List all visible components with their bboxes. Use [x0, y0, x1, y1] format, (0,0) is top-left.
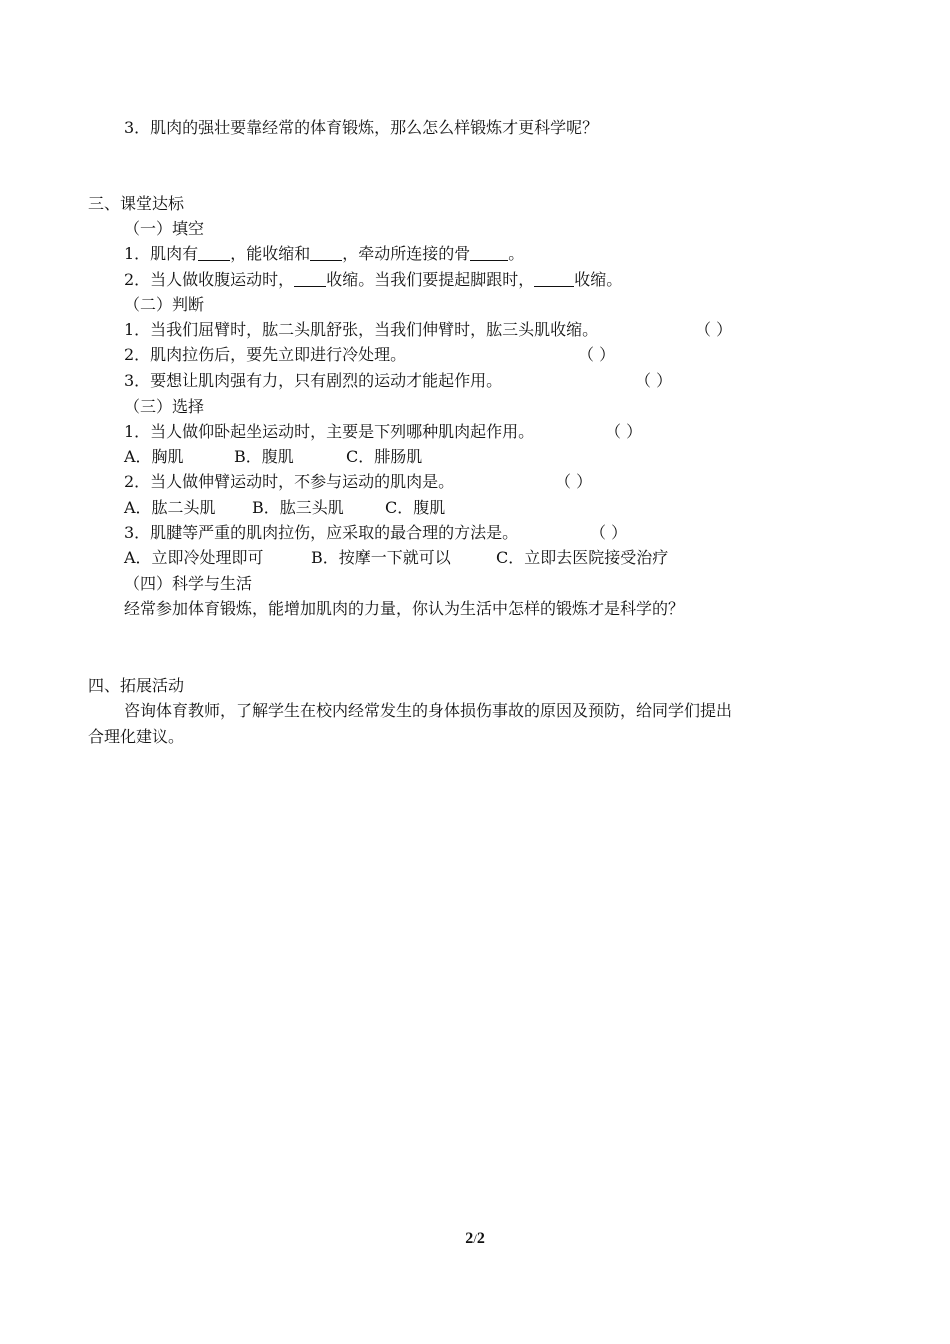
fill-question-2: [124, 269, 622, 291]
choice3-option-b: B．按摩一下就可以: [311, 548, 451, 567]
fill-blank[interactable]: [198, 243, 230, 261]
subsection-choice-title: （三）选择: [124, 397, 205, 416]
fill-question-1: [124, 243, 524, 265]
choice2-option-c: C．腹肌: [385, 498, 446, 517]
choice1-option-a: A．胸肌: [124, 447, 184, 466]
fill1-part-c: ，牵动所连接的骨: [342, 244, 471, 263]
fill-blank[interactable]: [294, 269, 326, 287]
answer-paren[interactable]: （ ）: [695, 320, 733, 339]
choice1-option-c: C．腓肠肌: [346, 447, 423, 466]
fill2-part-a: 2．当人做收腹运动时，: [124, 270, 295, 289]
page-number: [0, 1230, 950, 1248]
choice2-option-b: B．肱三头肌: [252, 498, 344, 517]
section-4-title: 四、拓展活动: [88, 676, 185, 695]
extension-text-line-1: 咨询体育教师，了解学生在校内经常发生的身体损伤事故的原因及预防，给同学们提出: [124, 701, 733, 720]
extension-text-line-2: 合理化建议。: [88, 727, 185, 746]
subsection-life-title: （四）科学与生活: [124, 574, 253, 593]
answer-paren[interactable]: （ ）: [635, 371, 673, 390]
fill1-part-a: 1．肌肉有: [124, 244, 199, 263]
answer-paren[interactable]: （ ）: [578, 345, 616, 364]
choice-question-2: 2．当人做伸臂运动时，不参与运动的肌肉是。: [124, 472, 455, 491]
judge-question-1: 1．当我们屈臂时，肱二头肌舒张，当我们伸臂时，肱三头肌收缩。: [124, 320, 599, 339]
choice1-option-b: B．腹肌: [234, 447, 294, 466]
section-3-title: 三、课堂达标: [88, 194, 185, 213]
fill1-part-d: 。: [508, 244, 525, 263]
fill-blank[interactable]: [310, 243, 342, 261]
life-question: 经常参加体育锻炼，能增加肌肉的力量，你认为生活中怎样的锻炼才是科学的？: [124, 599, 685, 618]
page-total: 2: [476, 1230, 485, 1247]
choice3-option-a: A．立即冷处理即可: [124, 548, 264, 567]
judge-question-3: 3．要想让肌肉强有力，只有剧烈的运动才能起作用。: [124, 371, 503, 390]
choice-question-3: 3．肌腱等严重的肌肉拉伤，应采取的最合理的方法是。: [124, 523, 519, 542]
answer-paren[interactable]: （ ）: [605, 422, 643, 441]
fill-blank[interactable]: [534, 269, 574, 287]
choice3-option-c: C．立即去医院接受治疗: [496, 548, 669, 567]
judge-question-2: 2．肌肉拉伤后，要先立即进行冷处理。: [124, 345, 407, 364]
page-separator: /: [473, 1231, 477, 1246]
fill2-part-b: 收缩。当我们要提起脚跟时，: [326, 270, 535, 289]
fill2-part-c: 收缩。: [574, 270, 623, 289]
page-current: 2: [465, 1230, 474, 1247]
subsection-judge-title: （二）判断: [124, 295, 205, 314]
choice-question-1: 1．当人做仰卧起坐运动时，主要是下列哪种肌肉起作用。: [124, 422, 535, 441]
fill-blank[interactable]: [470, 243, 508, 261]
intro-question-3: 3．肌肉的强壮要靠经常的体育锻炼，那么怎么样锻炼才更科学呢？: [124, 118, 599, 137]
subsection-fill-title: （一）填空: [124, 219, 205, 238]
answer-paren[interactable]: （ ）: [590, 523, 628, 542]
choice2-option-a: A．肱二头肌: [124, 498, 216, 517]
fill1-part-b: ，能收缩和: [230, 244, 311, 263]
answer-paren[interactable]: （ ）: [555, 472, 593, 491]
